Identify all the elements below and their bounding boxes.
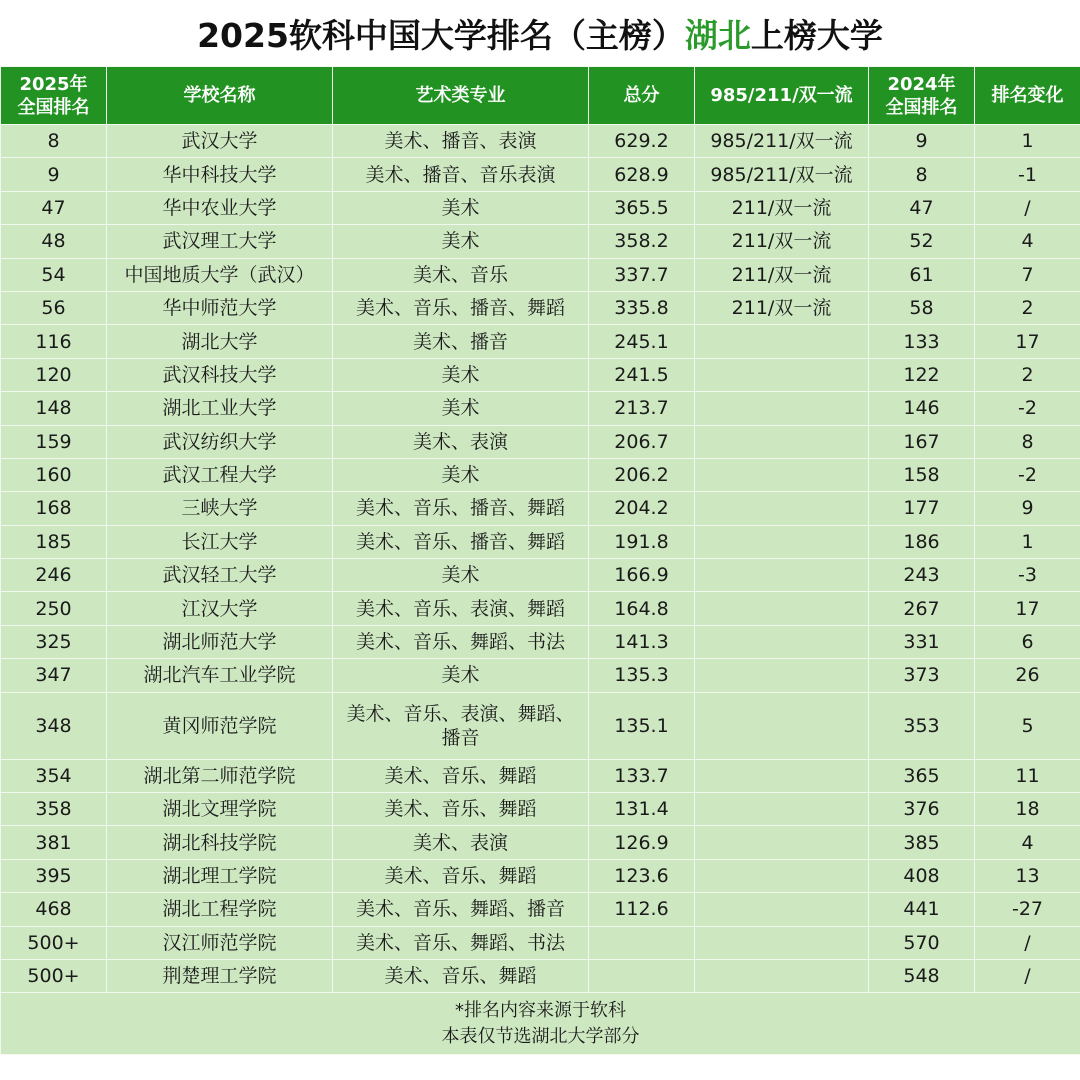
cell-total-score: 126.9 [589,826,695,859]
cell-rank-change: 2 [975,291,1080,324]
cell-rank-2024: 376 [869,793,975,826]
cell-rank-change: 4 [975,826,1080,859]
cell-art-majors: 美术、音乐、舞蹈 [333,759,589,792]
cell-rank-change: 17 [975,592,1080,625]
table-row [1,225,1080,258]
cell-rank-2025: 47 [1,191,107,224]
cell-tier [695,525,869,558]
cell-rank-change: 1 [975,125,1080,158]
cell-total-score: 245.1 [589,325,695,358]
table-row [1,959,1080,992]
header-label: 学校名称 [183,85,256,106]
cell-total-score: 191.8 [589,525,695,558]
cell-school-name: 湖北工业大学 [107,392,333,425]
table-row [1,659,1080,692]
cell-total-score: 131.4 [589,793,695,826]
cell-school-name: 武汉科技大学 [107,358,333,391]
cell-total-score: 628.9 [589,158,695,191]
cell-rank-change: 11 [975,759,1080,792]
cell-total-score: 206.2 [589,458,695,491]
cell-rank-2024: 441 [869,893,975,926]
cell-rank-change: 6 [975,625,1080,658]
cell-rank-2025: 116 [1,325,107,358]
table-row [1,325,1080,358]
table-row [1,125,1080,158]
table-row [1,525,1080,558]
header-rank-2025 [1,67,107,125]
cell-tier [695,392,869,425]
cell-rank-change: -1 [975,158,1080,191]
table-row [1,893,1080,926]
cell-rank-change: 18 [975,793,1080,826]
header-label: 总分 [623,85,660,106]
header-label: 2025年 [19,73,88,95]
cell-total-score: 133.7 [589,759,695,792]
cell-rank-2025: 54 [1,258,107,291]
cell-tier [695,959,869,992]
cell-total-score: 337.7 [589,258,695,291]
cell-rank-2024: 8 [869,158,975,191]
cell-total-score: 123.6 [589,859,695,892]
cell-rank-2025: 56 [1,291,107,324]
cell-total-score: 166.9 [589,559,695,592]
cell-school-name: 华中农业大学 [107,191,333,224]
cell-tier [695,492,869,525]
cell-school-name: 黄冈师范学院 [107,692,333,759]
cell-tier: 985/211/双一流 [695,125,869,158]
cell-art-majors: 美术、表演 [333,425,589,458]
cell-rank-2025: 48 [1,225,107,258]
header-label: 全国排名 [885,96,958,118]
cell-school-name: 江汉大学 [107,592,333,625]
cell-rank-2025: 9 [1,158,107,191]
table-row [1,191,1080,224]
cell-total-score: 141.3 [589,625,695,658]
table-row [1,859,1080,892]
table-row [1,793,1080,826]
cell-tier [695,625,869,658]
table-row [1,492,1080,525]
cell-rank-change: 4 [975,225,1080,258]
table-row [1,692,1080,759]
cell-tier [695,926,869,959]
cell-rank-change: -3 [975,559,1080,592]
cell-school-name: 荆楚理工学院 [107,959,333,992]
cell-rank-2024: 177 [869,492,975,525]
cell-school-name: 华中师范大学 [107,291,333,324]
cell-tier [695,458,869,491]
table-row [1,425,1080,458]
cell-total-score: 206.7 [589,425,695,458]
cell-rank-change: 8 [975,425,1080,458]
cell-rank-2025: 500+ [1,959,107,992]
cell-art-majors: 美术、音乐、舞蹈 [333,793,589,826]
cell-art-majors: 美术、播音、音乐表演 [333,158,589,191]
header-label: 艺术类专业 [415,85,506,106]
cell-art-majors: 美术、表演 [333,826,589,859]
cell-tier [695,859,869,892]
cell-tier [695,659,869,692]
cell-art-majors: 美术、音乐、舞蹈 [333,959,589,992]
cell-tier [695,893,869,926]
cell-total-score: 112.6 [589,893,695,926]
cell-total-score: 213.7 [589,392,695,425]
cell-rank-2025: 381 [1,826,107,859]
cell-art-majors: 美术、音乐、舞蹈、播音 [333,893,589,926]
table-row [1,158,1080,191]
cell-rank-change: 17 [975,325,1080,358]
footer-scope: 本表仅节选湖北大学部分 [441,1025,640,1047]
footer-row [1,993,1080,1055]
cell-rank-2025: 348 [1,692,107,759]
cell-tier: 211/双一流 [695,225,869,258]
title-suffix: 上榜大学 [750,15,883,55]
table-row [1,258,1080,291]
cell-rank-2024: 365 [869,759,975,792]
footer-note [1,993,1080,1055]
cell-tier: 211/双一流 [695,191,869,224]
header-art-majors [333,67,589,125]
table-header-row [1,67,1080,125]
cell-art-majors: 美术 [333,191,589,224]
cell-rank-2024: 408 [869,859,975,892]
header-rank-change [975,67,1080,125]
cell-rank-2024: 158 [869,458,975,491]
cell-art-majors: 美术、音乐 [333,258,589,291]
cell-total-score: 365.5 [589,191,695,224]
cell-art-majors: 美术、音乐、舞蹈 [333,859,589,892]
cell-school-name: 武汉轻工大学 [107,559,333,592]
cell-art-majors: 美术、音乐、播音、舞蹈 [333,291,589,324]
cell-rank-2024: 61 [869,258,975,291]
cell-rank-2025: 185 [1,525,107,558]
cell-rank-2024: 133 [869,325,975,358]
cell-total-score: 135.1 [589,692,695,759]
cell-school-name: 汉江师范学院 [107,926,333,959]
cell-rank-2025: 395 [1,859,107,892]
cell-school-name: 武汉大学 [107,125,333,158]
cell-tier [695,793,869,826]
cell-art-majors: 美术 [333,225,589,258]
cell-total-score [589,959,695,992]
cell-rank-2025: 358 [1,793,107,826]
cell-rank-change: 5 [975,692,1080,759]
cell-school-name: 中国地质大学（武汉） [107,258,333,291]
cell-rank-2025: 168 [1,492,107,525]
cell-rank-change: -27 [975,893,1080,926]
cell-rank-2024: 570 [869,926,975,959]
cell-school-name: 湖北科技学院 [107,826,333,859]
cell-art-majors: 美术、音乐、表演、舞蹈、播音 [333,692,589,759]
cell-rank-change: -2 [975,392,1080,425]
header-label: 2024年 [887,73,956,95]
cell-tier: 985/211/双一流 [695,158,869,191]
header-total-score [589,67,695,125]
cell-art-majors: 美术 [333,458,589,491]
cell-rank-2024: 331 [869,625,975,658]
table-row [1,358,1080,391]
cell-rank-change: 9 [975,492,1080,525]
table-row [1,458,1080,491]
cell-art-majors: 美术 [333,392,589,425]
cell-art-majors: 美术、音乐、表演、舞蹈 [333,592,589,625]
cell-total-score: 241.5 [589,358,695,391]
cell-rank-change: 26 [975,659,1080,692]
table-row [1,926,1080,959]
cell-rank-2024: 146 [869,392,975,425]
cell-rank-change: / [975,959,1080,992]
cell-rank-2025: 8 [1,125,107,158]
cell-rank-2025: 120 [1,358,107,391]
header-tier [695,67,869,125]
cell-tier [695,759,869,792]
footer-source: *排名内容来源于软科 [455,999,626,1021]
cell-art-majors: 美术 [333,358,589,391]
cell-rank-2025: 250 [1,592,107,625]
cell-art-majors: 美术、音乐、舞蹈、书法 [333,625,589,658]
cell-rank-2025: 354 [1,759,107,792]
cell-total-score: 135.3 [589,659,695,692]
cell-school-name: 湖北汽车工业学院 [107,659,333,692]
cell-rank-2025: 325 [1,625,107,658]
cell-school-name: 湖北第二师范学院 [107,759,333,792]
table-row [1,759,1080,792]
cell-tier [695,425,869,458]
table-row [1,559,1080,592]
cell-school-name: 湖北理工学院 [107,859,333,892]
cell-rank-2025: 160 [1,458,107,491]
cell-art-majors: 美术 [333,559,589,592]
cell-rank-2024: 186 [869,525,975,558]
cell-rank-2025: 159 [1,425,107,458]
header-rank-2024 [869,67,975,125]
cell-school-name: 湖北师范大学 [107,625,333,658]
ranking-table [0,66,1080,1055]
cell-rank-change: / [975,926,1080,959]
cell-school-name: 湖北大学 [107,325,333,358]
cell-rank-2024: 353 [869,692,975,759]
cell-rank-change: -2 [975,458,1080,491]
cell-art-majors: 美术、音乐、舞蹈、书法 [333,926,589,959]
cell-art-majors: 美术、音乐、播音、舞蹈 [333,492,589,525]
cell-total-score [589,926,695,959]
cell-tier [695,592,869,625]
cell-rank-2024: 9 [869,125,975,158]
table-row [1,592,1080,625]
cell-tier [695,358,869,391]
cell-rank-change: 1 [975,525,1080,558]
cell-school-name: 三峡大学 [107,492,333,525]
cell-rank-2024: 122 [869,358,975,391]
cell-tier: 211/双一流 [695,291,869,324]
cell-rank-change: 2 [975,358,1080,391]
cell-total-score: 164.8 [589,592,695,625]
header-school-name [107,67,333,125]
cell-total-score: 629.2 [589,125,695,158]
cell-art-majors: 美术、音乐、播音、舞蹈 [333,525,589,558]
cell-tier [695,559,869,592]
table-row [1,291,1080,324]
cell-rank-change: / [975,191,1080,224]
cell-school-name: 湖北文理学院 [107,793,333,826]
cell-tier [695,826,869,859]
cell-school-name: 武汉理工大学 [107,225,333,258]
cell-rank-2024: 243 [869,559,975,592]
cell-rank-2024: 47 [869,191,975,224]
table-row [1,826,1080,859]
cell-school-name: 湖北工程学院 [107,893,333,926]
cell-tier [695,692,869,759]
cell-rank-2024: 385 [869,826,975,859]
cell-rank-change: 13 [975,859,1080,892]
header-label: 全国排名 [17,96,90,118]
cell-rank-2024: 373 [869,659,975,692]
cell-art-majors: 美术 [333,659,589,692]
page-title [0,0,1080,66]
cell-rank-2024: 58 [869,291,975,324]
cell-rank-2025: 148 [1,392,107,425]
cell-school-name: 华中科技大学 [107,158,333,191]
table-row [1,392,1080,425]
cell-school-name: 长江大学 [107,525,333,558]
cell-total-score: 358.2 [589,225,695,258]
header-label: 985/211/双一流 [710,85,853,106]
cell-art-majors: 美术、播音 [333,325,589,358]
cell-rank-2025: 468 [1,893,107,926]
cell-rank-2024: 52 [869,225,975,258]
cell-rank-2024: 267 [869,592,975,625]
cell-tier: 211/双一流 [695,258,869,291]
cell-school-name: 武汉工程大学 [107,458,333,491]
cell-total-score: 335.8 [589,291,695,324]
cell-tier [695,325,869,358]
title-prefix: 2025软科中国大学排名（主榜） [197,15,685,55]
cell-rank-2025: 347 [1,659,107,692]
cell-rank-change: 7 [975,258,1080,291]
cell-rank-2024: 548 [869,959,975,992]
title-highlight: 湖北 [684,15,751,55]
table-row [1,625,1080,658]
cell-rank-2025: 246 [1,559,107,592]
cell-rank-2025: 500+ [1,926,107,959]
cell-rank-2024: 167 [869,425,975,458]
header-label: 排名变化 [991,85,1064,106]
cell-art-majors: 美术、播音、表演 [333,125,589,158]
cell-school-name: 武汉纺织大学 [107,425,333,458]
cell-total-score: 204.2 [589,492,695,525]
